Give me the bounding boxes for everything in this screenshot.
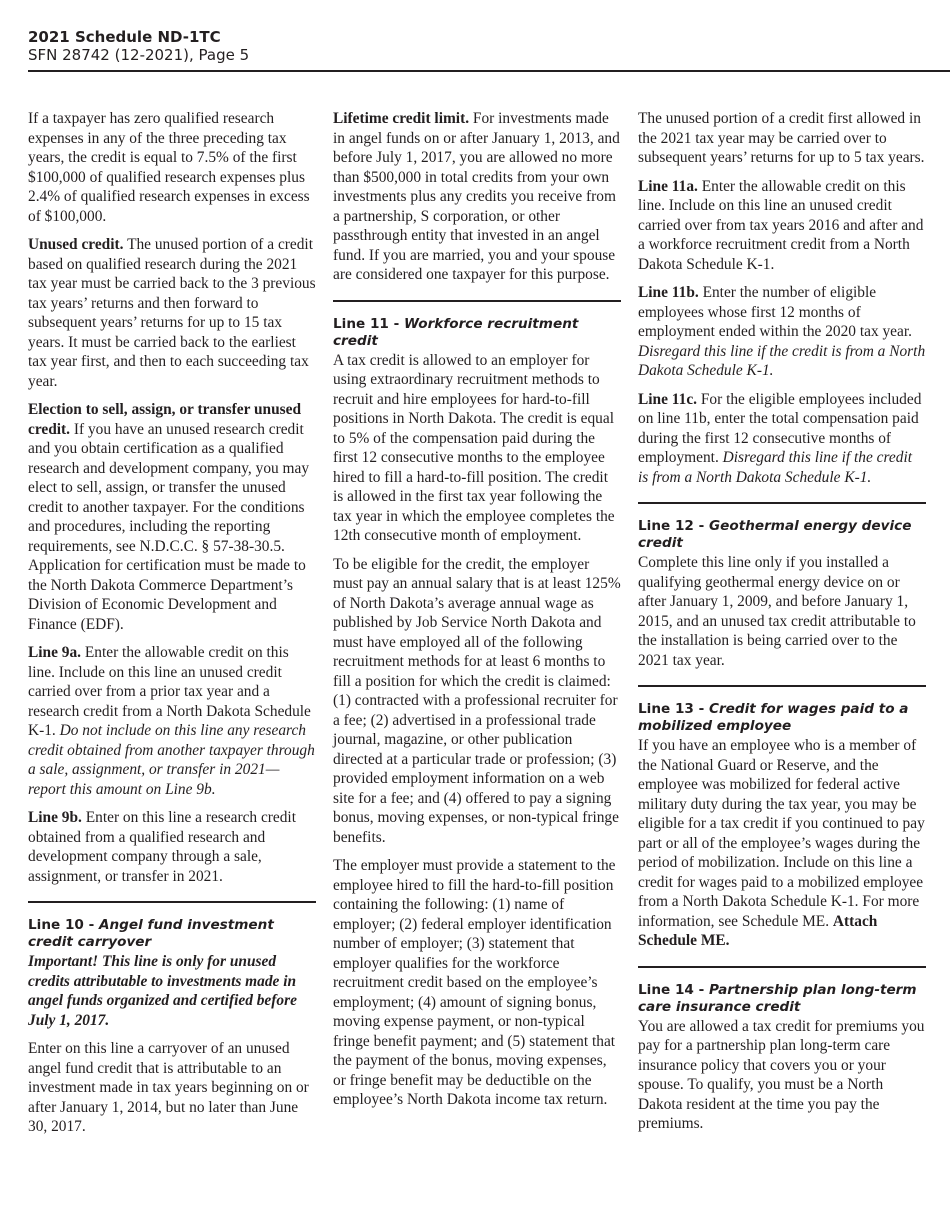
line-12-paragraph: Complete this line only if you installed a qualifying geothermal energy device on or after January 1, 2009, and before January 1, 2015, and an unused tax credit attributable to the installation is being carried over to the 2021 tax year. xyxy=(638,554,916,669)
line-11-title: Workforce recruitment credit xyxy=(333,315,579,349)
line-13-title: Credit for wages paid to a mobilized employee xyxy=(638,701,909,734)
line-9a-paragraph xyxy=(28,643,316,799)
lifetime-limit-text: For investments made in angel funds on or after January 1, 2013, and before July 1, 2017, you are allowed no more than $500,000 in total credits from your own investments plus any credits you receive from a partnership, S corporation, or other passthrough entity that invested in an angel fund. If you are married, you and your spouse are considered one taxpayer for this purpose. xyxy=(333,110,620,283)
lifetime-limit-paragraph xyxy=(333,109,621,285)
unused-credit-text: The unused portion of a credit based on qualified research during the 2021 tax year must be carried back to the 3 previous tax years’ returns and then forward to subsequent years’ returns for up to 15 tax years. It must be carried back to the earliest tax year first, and then to each succeeding tax year. xyxy=(28,236,316,390)
line-10-important-text: Important! This line is only for unused credits attributable to investments made in angel funds organized and certified before July 1, 2017. xyxy=(28,953,297,1029)
line-10-heading xyxy=(28,917,316,951)
line-12-prefix: Line 12 - xyxy=(638,518,709,534)
line-11c-paragraph xyxy=(638,390,926,488)
line-14-heading xyxy=(638,982,926,1016)
section-divider xyxy=(638,685,926,687)
line-13-paragraph xyxy=(638,736,926,951)
line-9a-italic: Do not include on this line any research credit obtained from another taxpayer through a sale, assignment, or transfer in 2021—report this amount on Line 9b. xyxy=(28,722,315,798)
line-9a-text: Enter the allowable credit on this line. Include on this line an unused credit carried over from a prior tax year and a research credit from a North Dakota Schedule K-1. xyxy=(28,644,311,739)
line-11-heading xyxy=(333,316,621,350)
line-12-title: Geothermal energy device credit xyxy=(638,518,912,551)
line-11a-lead: Line 11a. xyxy=(638,177,698,195)
line-11c-italic: Disregard this line if the credit is from a North Dakota Schedule K-1. xyxy=(638,449,913,486)
line-13-text: If you have an employee who is a member of the National Guard or Reserve, and the employee was mobilized for federal active military duty during the tax year, you may be eligible for a tax credit if you continued to pay part or all of the employee’s wages during the period of mobilization. Include on this line a credit for wages paid to a mobilized employee from a North Dakota Schedule K-1. For more information, see Schedule ME. xyxy=(638,737,925,930)
line-10-prefix: Line 10 - xyxy=(28,917,99,933)
line-11c-text: For the eligible employees included on line 11b, enter the total compensation paid during the first 12 consecutive months of employment. xyxy=(638,390,922,466)
line-14-title: Partnership plan long-term care insurance credit xyxy=(638,981,917,1015)
line-10-title: Angel fund investment credit carryover xyxy=(28,917,274,950)
line-13-attach: Attach Schedule ME. xyxy=(638,912,878,949)
line-9b-lead: Line 9b. xyxy=(28,809,82,826)
line-10-paragraph: Enter on this line a carryover of an unused angel fund credit that is attributable to an investment made in tax years beginning on or after January 1, 2014, but no later than June 30, 2017. xyxy=(28,1040,309,1135)
column-2 xyxy=(333,109,621,1119)
line-11b-lead: Line 11b. xyxy=(638,284,699,301)
page-header xyxy=(28,28,950,65)
election-text: If you have an unused research credit and you obtain certification as a qualified research and development company, you may elect to sell, assign, or transfer the unused credit to another taxpayer. For the conditions and procedures, including the reporting requirements, see N.D.C.C. § 57-38-30.5. Application for certification must be made to the North Dakota Commerce Department’s Division of Economic Development and Finance (EDF). xyxy=(28,420,310,633)
line-9a-lead: Line 9a. xyxy=(28,644,82,661)
lifetime-limit-lead: Lifetime credit limit. xyxy=(333,110,470,127)
line-10-important xyxy=(28,952,316,1030)
section-divider xyxy=(28,901,316,903)
header-divider xyxy=(28,70,950,72)
line-11a-text: Enter the allowable credit on this line. Include on this line an unused credit carried over from tax years 2016 and after and a workforce recruitment credit from a North Dakota Schedule K-1. xyxy=(638,177,924,273)
unused-credit-lead: Unused credit. xyxy=(28,236,124,253)
line-14-prefix: Line 14 - xyxy=(638,981,709,998)
form-title: 2021 Schedule ND-1TC xyxy=(28,28,221,46)
zero-expenses-paragraph: If a taxpayer has zero qualified research expenses in any of the three preceding tax years, the credit is equal to 7.5% of the first $100,000 of qualified research expenses plus 2.4% of qualified research expenses in excess of $100,000. xyxy=(28,110,310,225)
line-12-heading xyxy=(638,518,926,552)
line-11-paragraph-3: The employer must provide a statement to the employee hired to fill the hard-to-fill position containing the following: (1) name of employer; (2) federal employer identification number of employer; (3) statement that employer qualifies for the workforce recruitment credit based on the employee’s employment; (4) amount of signing bonus, moving expense payment, or non-typical fringe benefit payment; and (5) statement that the payment of the bonus, moving expenses, or fringe benefit may be deductible on the employee’s North Dakota income tax return. xyxy=(333,857,616,1108)
election-paragraph xyxy=(28,400,316,634)
line-13-prefix: Line 13 - xyxy=(638,701,709,717)
line-9b-paragraph xyxy=(28,808,316,886)
unused-credit-paragraph xyxy=(28,235,316,391)
unused-portion-paragraph: The unused portion of a credit first allowed in the 2021 tax year may be carried over to subsequent years’ returns for up to 5 tax years. xyxy=(638,110,925,166)
line-11-paragraph-1: A tax credit is allowed to an employer for using extraordinary recruitment methods to recruit and hire employees for hard-to-fill positions in North Dakota. The credit is equal to 5% of the compensation paid during the first 12 consecutive months to the employee hired to fill a hard-to-fill position. The credit is allowed in the first tax year following the tax year in which the employee completes the 12th consecutive month of employment. xyxy=(333,351,615,544)
line-13-heading xyxy=(638,701,926,735)
section-divider xyxy=(638,502,926,504)
section-divider xyxy=(638,966,926,968)
line-11b-italic: Disregard this line if the credit is from a North Dakota Schedule K-1. xyxy=(638,342,926,379)
section-divider xyxy=(333,300,621,302)
form-subtitle: SFN 28742 (12-2021), Page 5 xyxy=(28,46,250,64)
line-11-paragraph-2: To be eligible for the credit, the employer must pay an annual salary that is at least 125% of North Dakota’s average annual wage as published by Job Service North Dakota and must have employed all of the following recruitment methods for at least 6 months to fill a position for which the credit is claimed: (1) contracted with a professional recruiter for a fee; (2) advertised in a professional trade journal, magazine, or other publication directed at a particular trade or profession; (3) provided employment information on a web site for a fee; and (4) offered to pay a signing bonus, moving expenses, or non-typical fringe benefits. xyxy=(333,555,621,846)
column-3 xyxy=(638,109,926,1143)
column-1 xyxy=(28,109,316,1146)
line-11b-text: Enter the number of eligible employees whose first 12 months of employment ended within the 2020 tax year. xyxy=(638,284,912,340)
election-lead: Election to sell, assign, or transfer unused credit. xyxy=(28,401,302,438)
line-11a-paragraph xyxy=(638,177,926,275)
line-11c-lead: Line 11c. xyxy=(638,390,697,408)
line-9b-text: Enter on this line a research credit obtained from a qualified research and development company through a sale, assignment, or transfer in 2021. xyxy=(28,809,296,885)
line-11-prefix: Line 11 - xyxy=(333,315,404,332)
line-14-paragraph: You are allowed a tax credit for premiums you pay for a partnership plan long-term care insurance policy that covers you or your spouse. To qualify, you must be a North Dakota resident at the time you pay the premiums. xyxy=(638,1017,925,1132)
line-11b-paragraph xyxy=(638,283,926,381)
